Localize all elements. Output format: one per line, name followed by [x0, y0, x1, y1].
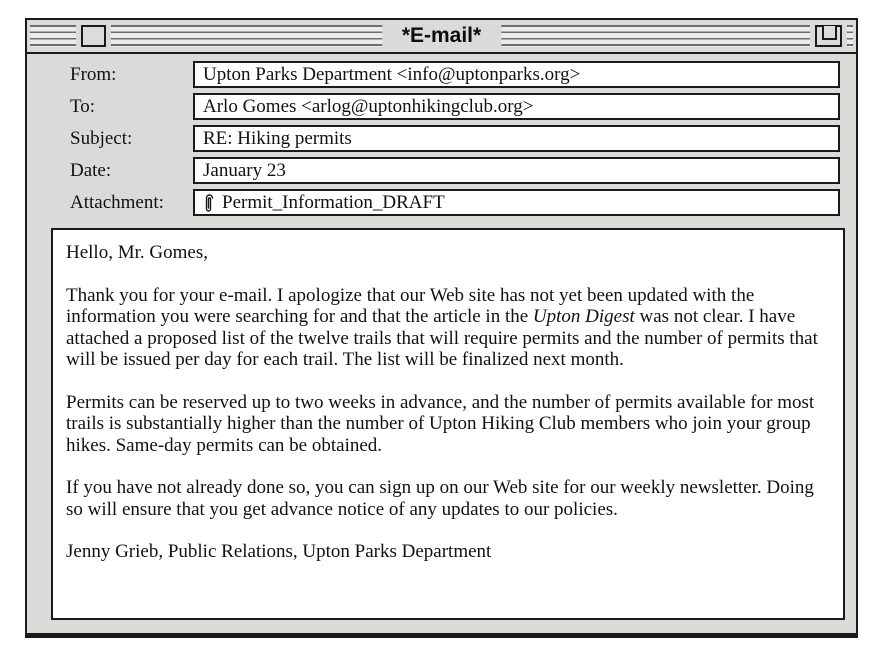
field-label: Subject:	[70, 127, 133, 149]
message-body	[51, 228, 845, 620]
body-text: Jenny Grieb, Public Relations, Upton Parks Department	[66, 541, 492, 562]
body-paragraph	[66, 242, 825, 264]
field-label: From:	[70, 63, 117, 85]
field-label: To:	[70, 95, 96, 117]
email-window	[25, 18, 858, 638]
body-text: Thank you for your e-mail. I apologize that our Web site has not yet been updated with the information you were searching for and that the article in the	[66, 284, 755, 327]
title-bar[interactable]	[27, 20, 856, 54]
window-title: *E-mail*	[382, 20, 501, 52]
field-input[interactable]	[193, 157, 840, 184]
body-text: was not clear. I have attached a proposed list of the twelve trails that will require permits and the number of permits that will be issued per day for each trail. The list will be finalized next month.	[66, 306, 818, 370]
field-row	[70, 189, 840, 216]
field-input[interactable]	[193, 93, 840, 120]
zoom-box-icon[interactable]	[815, 25, 842, 47]
field-value: RE: Hiking permits	[203, 127, 352, 149]
body-text-italic: Upton Digest	[532, 306, 635, 327]
field-value: Permit_Information_DRAFT	[222, 191, 445, 213]
field-value: Arlo Gomes <arlog@uptonhikingclub.org>	[203, 95, 534, 117]
field-label: Date:	[70, 159, 112, 181]
body-text: Permits can be reserved up to two weeks in advance, and the number of permits available for most trails is substantially higher than the number of Upton Hiking Club members who join your group hikes. Same-day permits can be obtained.	[66, 391, 815, 456]
body-paragraph	[66, 541, 825, 563]
body-paragraph	[66, 392, 825, 457]
field-input[interactable]	[193, 125, 840, 152]
field-label: Attachment:	[70, 191, 164, 213]
field-input[interactable]	[193, 61, 840, 88]
header-fields	[27, 54, 856, 216]
field-row	[70, 157, 840, 184]
close-box-icon[interactable]	[81, 25, 106, 47]
body-paragraph	[66, 285, 825, 371]
field-row	[70, 125, 840, 152]
paperclip-icon	[203, 192, 216, 214]
field-value: Upton Parks Department <info@uptonparks.org>	[203, 63, 581, 85]
field-value: January 23	[203, 159, 286, 181]
body-paragraph	[66, 477, 825, 520]
body-text: If you have not already done so, you can sign up on our Web site for our weekly newsletter. Doing so will ensure that you get advance notice of any updates to our policies.	[66, 477, 814, 520]
field-row	[70, 61, 840, 88]
field-input[interactable]	[193, 189, 840, 216]
body-text: Hello, Mr. Gomes,	[66, 242, 208, 263]
field-row	[70, 93, 840, 120]
